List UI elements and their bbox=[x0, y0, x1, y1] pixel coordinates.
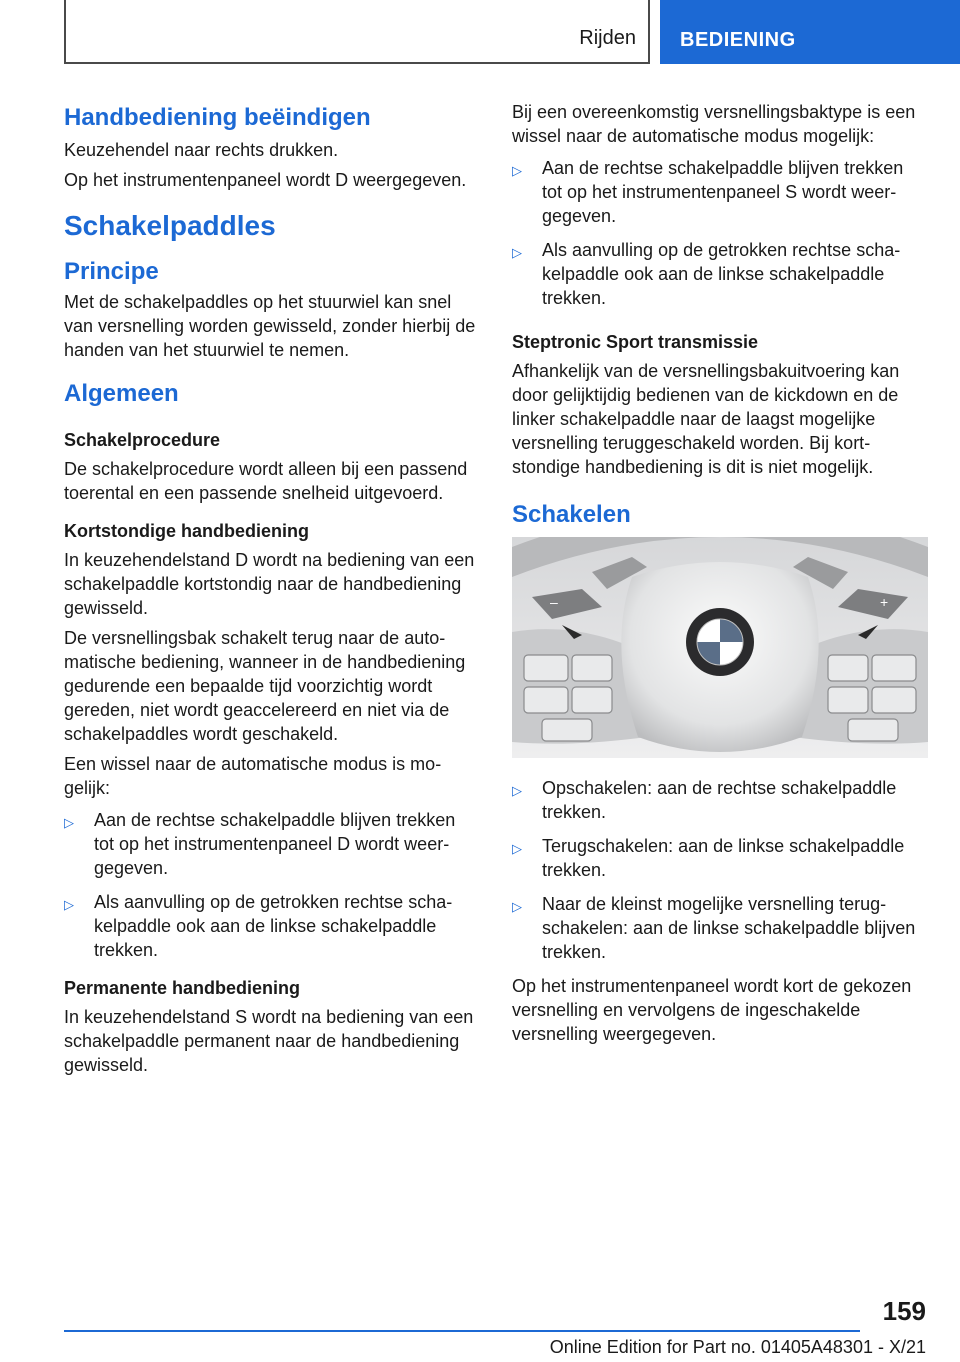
paragraph: De schakelprocedure wordt alleen bij een passend toerental en een passende snelheid uitgevoerd. bbox=[64, 459, 468, 503]
triangle-bullet-icon: ▷ bbox=[64, 815, 74, 830]
paragraph: Keuzehendel naar rechts drukken. bbox=[64, 140, 339, 160]
heading-short-manual: Kortstondige handbediening bbox=[64, 521, 309, 541]
page-number: 159 bbox=[882, 1296, 926, 1326]
triangle-bullet-icon: ▷ bbox=[512, 899, 522, 914]
paragraph: Op het instrumentenpaneel wordt kort de gekozen versnelling en vervolgens de ingeschakelde versnelling weergegeven. bbox=[512, 976, 912, 1044]
bullet-list bbox=[512, 776, 928, 964]
list-item: ▷ Naar de kleinst mogelijke versnelling terugschakelen: aan de linkse schakelpaddle blijven trekken. bbox=[512, 894, 916, 962]
header-chapter-tab bbox=[660, 0, 960, 64]
list-item: ▷ Aan de rechtse schakelpaddle blijven trekken tot op het instrumentenpaneel D wordt weergegeven. bbox=[64, 810, 456, 878]
paragraph: De versnellingsbak schakelt terug naar de automatische bediening, wanneer in de handbediening gedurende een bepaalde tijd voorzichtig wordt gereden, niet wordt geaccelereerd en niet via de schakelpaddles wordt geschakeld. bbox=[64, 628, 466, 744]
paragraph: In keuzehendelstand D wordt na bediening van een schakelpaddle kortstondig naar de handbediening gewisseld. bbox=[64, 550, 475, 618]
header-section-label: Rijden bbox=[579, 27, 636, 49]
triangle-bullet-icon: ▷ bbox=[64, 897, 74, 912]
paragraph: In keuzehendelstand S wordt na bediening van een schakelpaddle permanent naar de handbediening gewisseld. bbox=[64, 1007, 474, 1075]
heading-procedure: Schakelprocedure bbox=[64, 430, 221, 450]
bullet-list bbox=[512, 156, 928, 310]
heading-permanent-manual: Permanente handbediening bbox=[64, 978, 301, 998]
steering-wheel-illustration bbox=[512, 537, 928, 758]
list-item: ▷ Terugschakelen: aan de linkse schakelpaddle trekken. bbox=[512, 836, 905, 880]
triangle-bullet-icon: ▷ bbox=[512, 841, 522, 856]
right-column bbox=[512, 100, 928, 1052]
heading-shift-paddles: Schakelpaddles bbox=[64, 210, 276, 241]
paragraph: Een wissel naar de automatische modus is mogelijk: bbox=[64, 754, 442, 798]
list-item: ▷ Als aanvulling op de getrokken rechtse schakelpaddle ook aan de linkse schakelpaddle trekken. bbox=[64, 892, 453, 960]
footer-divider bbox=[64, 1330, 860, 1332]
header-chapter-label: BEDIENING bbox=[680, 29, 796, 51]
heading-general: Algemeen bbox=[64, 380, 179, 407]
header-section-box bbox=[64, 0, 650, 64]
left-column bbox=[64, 100, 478, 1083]
list-item: ▷ Opschakelen: aan de rechtse schakelpaddle trekken. bbox=[512, 778, 897, 822]
triangle-bullet-icon: ▷ bbox=[512, 783, 522, 798]
list-item: ▷ Aan de rechtse schakelpaddle blijven trekken tot op het instrumentenpaneel S wordt weergegeven. bbox=[512, 158, 904, 226]
list-item: ▷ Als aanvulling op de getrokken rechtse schakelpaddle ook aan de linkse schakelpaddle trekken. bbox=[512, 240, 901, 308]
triangle-bullet-icon: ▷ bbox=[512, 163, 522, 178]
paddle-minus-label: – bbox=[550, 594, 558, 610]
heading-shifting: Schakelen bbox=[512, 501, 631, 528]
steering-wheel-icon bbox=[512, 537, 928, 758]
paragraph: Afhankelijk van de versnellingsbakuitvoering kan door gelijktijdig bedienen van de kickdown en de linker schakelpaddle naar de laagst mogelijke versnelling teruggeschakeld worden. Bij kortstondige handbediening is dit is niet mogelijk. bbox=[512, 361, 900, 477]
heading-principle: Principe bbox=[64, 258, 159, 285]
triangle-bullet-icon: ▷ bbox=[512, 245, 522, 260]
footer-edition: Online Edition for Part no. 01405A48301 - X/21 bbox=[549, 1337, 926, 1357]
paragraph: Op het instrumentenpaneel wordt D weergegeven. bbox=[64, 170, 467, 190]
heading-end-manual: Handbediening beëindigen bbox=[64, 104, 371, 131]
paragraph: Bij een overeenkomstig versnellingsbaktype is een wissel naar de automatische modus mogelijk: bbox=[512, 102, 916, 146]
paddle-plus-label: + bbox=[880, 594, 889, 610]
heading-steptronic-sport: Steptronic Sport transmissie bbox=[512, 332, 759, 352]
bullet-list bbox=[64, 808, 478, 962]
paragraph: Met de schakelpaddles op het stuurwiel kan snel van versnelling worden gewisseld, zonder hierbij de handen van het stuurwiel te nemen. bbox=[64, 292, 476, 360]
